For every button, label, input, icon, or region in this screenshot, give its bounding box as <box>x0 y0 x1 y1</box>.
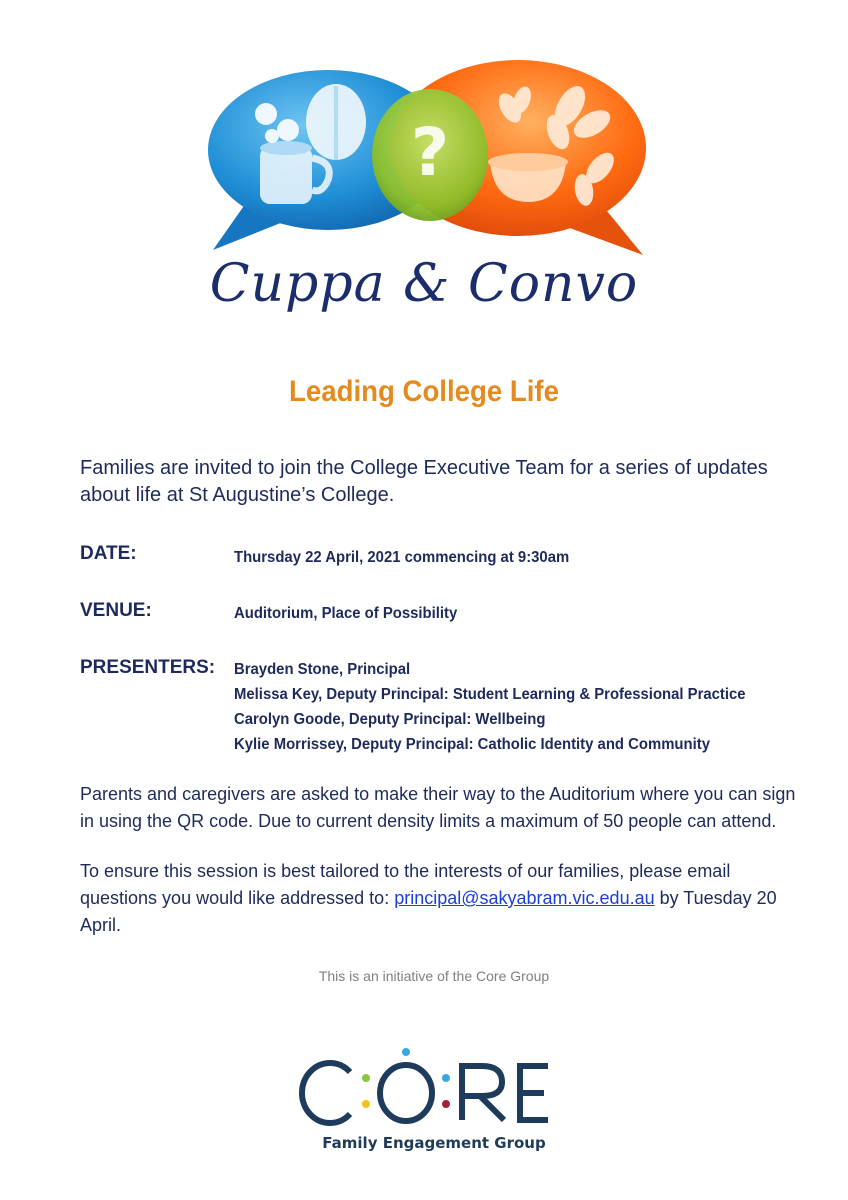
questions-paragraph <box>80 858 800 939</box>
intro-paragraph: Families are invited to join the College Executive Team for a series of updates about life at St Augustine’s College. <box>80 457 768 506</box>
presenter-item: Kylie Morrissey, Deputy Principal: Catholic Identity and Community <box>234 736 710 753</box>
questions-deadline: by Tuesday 20 April. <box>80 888 777 935</box>
principal-email-link[interactable]: principal@sakyabram.vic.edu.au <box>394 888 655 908</box>
initiative-note: This is an initiative of the Core Group <box>318 968 550 984</box>
cuppa-convo-illustration <box>208 50 648 265</box>
venue-value: Auditorium, Place of Possibility <box>234 605 458 622</box>
presenter-item: Melissa Key, Deputy Principal: Student Learning & Professional Practice <box>234 686 746 703</box>
date-value: Thursday 22 April, 2021 commencing at 9:30am <box>234 549 570 566</box>
svg-text:?: ? <box>410 114 450 191</box>
presenter-item: Brayden Stone, Principal <box>234 661 411 678</box>
event-subtitle: Leading College Life <box>289 375 559 408</box>
questions-text: To ensure this session is best tailored to the interests of our families, please email questions you would like addressed to: <box>80 861 731 908</box>
attendance-paragraph: Parents and caregivers are asked to make their way to the Auditorium where you can sign in using the QR code. Due to current density limits a maximum of 50 people can attend. <box>80 784 796 831</box>
presenters-list <box>234 657 746 757</box>
event-title: Cuppa & Convo <box>209 254 639 314</box>
question-mark-icon <box>411 114 449 191</box>
date-label: DATE: <box>80 543 137 564</box>
presenters-label: PRESENTERS: <box>80 657 216 678</box>
logo-tagline: Family Engagement Group <box>322 1134 546 1152</box>
presenter-item: Carolyn Goode, Deputy Principal: Wellbeing <box>234 711 546 728</box>
core-logo <box>298 1048 570 1158</box>
brain-icon <box>306 84 366 160</box>
venue-label: VENUE: <box>80 600 152 621</box>
